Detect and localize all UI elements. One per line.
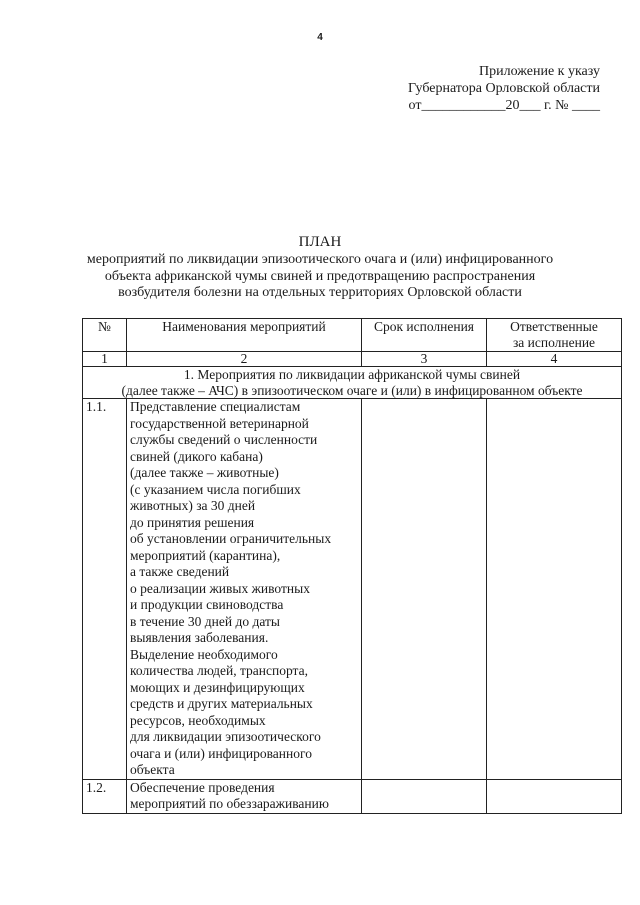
header-deadline: Срок исполнения [362, 319, 487, 352]
activity-line: для ликвидации эпизоотического [130, 729, 321, 744]
table-header-row [83, 319, 622, 352]
row-responsible [487, 779, 622, 813]
subtitle-line: мероприятий по ликвидации эпизоотического очага и (или) инфицированного [86, 252, 554, 267]
appendix-line-2: Губернатора Орловской области [407, 81, 600, 96]
activity-line: Выделение необходимого [130, 646, 278, 662]
appendix-line-3: от____________20___ г. № ____ [408, 98, 600, 113]
column-number: 1 [83, 352, 127, 367]
section-heading [83, 367, 622, 399]
activity-line: Представление специалистам [130, 399, 301, 414]
header-responsible-line-1: Ответственные [510, 319, 598, 334]
table-row [83, 779, 622, 813]
subtitle-line: объекта африканской чумы свиней и предотвращению распространения [104, 268, 536, 284]
activity-line: мероприятий по обеззараживанию [130, 796, 329, 811]
column-number: 2 [127, 352, 362, 367]
activity-line: объекта [130, 762, 175, 777]
activity-line: животных) за 30 дней [130, 498, 256, 513]
row-responsible [487, 399, 622, 780]
row-number: 1.2. [83, 779, 127, 813]
column-number: 4 [487, 352, 622, 367]
appendix-block [380, 63, 600, 114]
activity-line: в течение 30 дней до даты [130, 613, 280, 629]
activity-line: средств и других материальных [130, 696, 313, 711]
section-row [83, 367, 622, 399]
column-number-row [83, 352, 622, 367]
header-number: № [83, 319, 127, 352]
activity-line: государственной ветеринарной [130, 415, 309, 431]
row-deadline [362, 779, 487, 813]
activity-line: выявления заболевания. [130, 630, 269, 645]
row-deadline [362, 399, 487, 780]
activity-line: мероприятий (карантина), [130, 547, 281, 563]
activity-line: до принятия решения [130, 514, 255, 530]
subtitle-line: возбудителя болезни на отдельных территориях Орловской области [118, 285, 522, 300]
header-responsible [487, 319, 622, 352]
activity-line: и продукции свиноводства [130, 597, 284, 612]
activity-line: свиней (дикого кабана) [130, 448, 263, 464]
activity-line: службы сведений о численности [130, 432, 318, 447]
table-row [83, 399, 622, 780]
header-responsible-line-2: за исполнение [512, 335, 596, 350]
row-activity [127, 399, 362, 780]
activity-line: (далее также – животные) [130, 465, 279, 480]
page-number: 4 [317, 32, 323, 43]
row-activity [127, 779, 362, 813]
document-title: ПЛАН [298, 234, 342, 250]
section-heading-line-2: (далее также – АЧС) в эпизоотическом очаге и (или) в инфицированном объекте [121, 382, 583, 398]
activity-line: очага и (или) инфицированного [130, 745, 312, 761]
activity-line: об установлении ограничительных [130, 531, 332, 546]
column-number: 3 [362, 352, 487, 367]
section-heading-line-1: 1. Мероприятия по ликвидации африканской чумы свиней [183, 367, 521, 382]
header-activity: Наименования мероприятий [127, 319, 362, 352]
activity-line: а также сведений [130, 564, 230, 579]
activity-line: количества людей, транспорта, [130, 663, 308, 678]
appendix-line-1: Приложение к указу [479, 64, 600, 79]
row-number: 1.1. [83, 399, 127, 780]
activity-line: моющих и дезинфицирующих [130, 679, 305, 695]
activity-line: Обеспечение проведения [130, 779, 275, 795]
activity-line: ресурсов, необходимых [130, 712, 266, 728]
activity-line: (с указанием числа погибших [130, 481, 301, 497]
activity-line: о реализации живых животных [130, 580, 310, 596]
document-subtitle [70, 252, 570, 302]
plan-table [82, 318, 622, 814]
